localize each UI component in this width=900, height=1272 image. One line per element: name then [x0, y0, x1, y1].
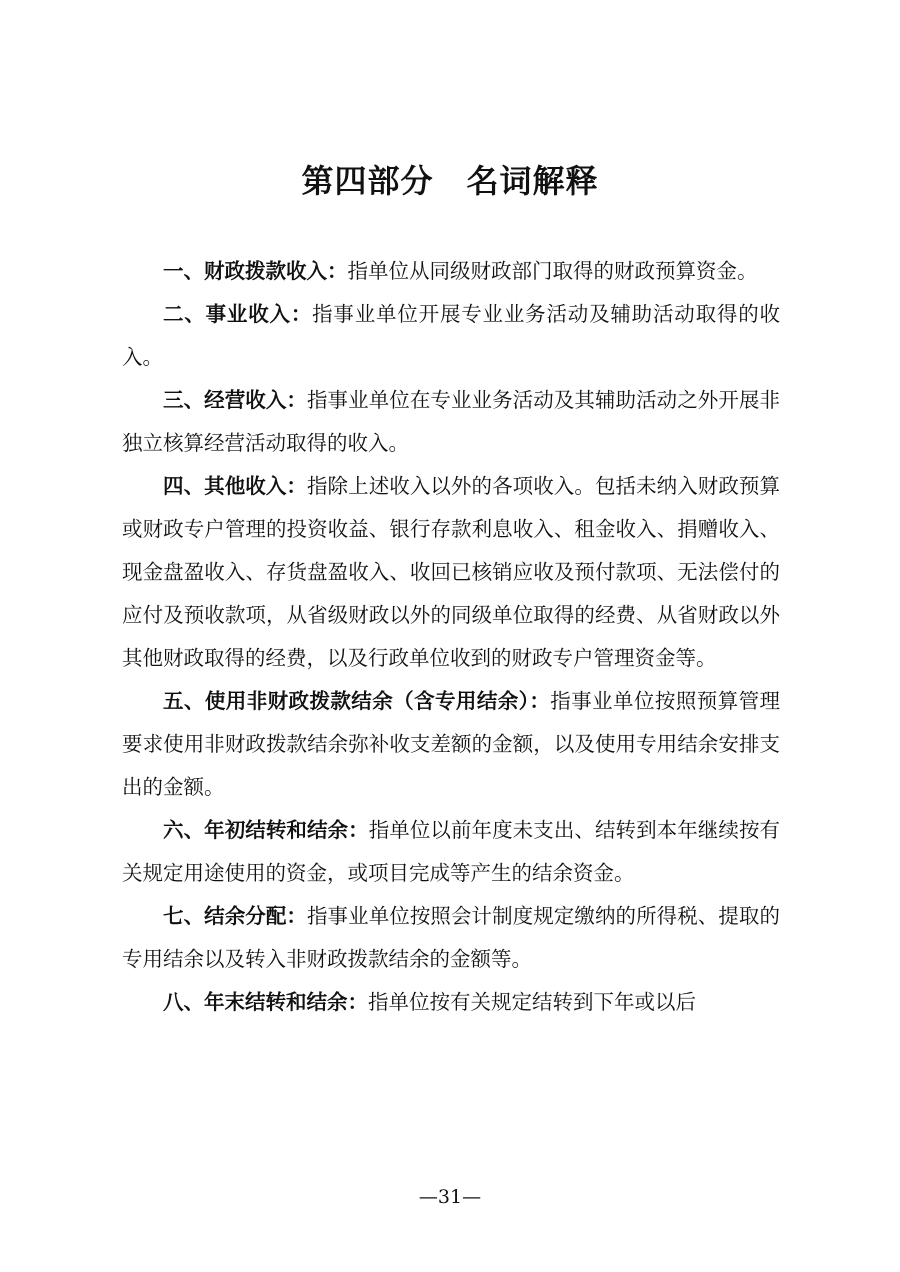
definitions-body: [122, 250, 780, 1024]
definition-text: 指事业单位在专业业务活动及其辅助活动之外开展非独立核算经营活动取得的收入。: [122, 388, 781, 455]
definition-text: 指除上述收入以外的各项收入。包括未纳入财政预算或财政专户管理的投资收益、银行存款利息收入、租金收入、捐赠收入、现金盘盈收入、存货盘盈收入、收回已核销应收及预付款项、无法偿付的应付及预收款项，从省级财政以外的同级单位取得的经费、从省财政以外其他财政取得的经费，以及行政单位收到的财政专户管理资金等。: [122, 474, 781, 670]
page-title: 第四部分 名词解释: [301, 162, 599, 200]
definition-paragraph: [122, 809, 780, 895]
definition-term: 五、使用非财政拨款结余（含专用结余）：: [163, 689, 551, 713]
definition-text: 指事业单位按照预算管理要求使用非财政拨款结余弥补收支差额的金额，以及使用专用结余安排支出的金额。: [122, 689, 781, 799]
definition-paragraph: [122, 465, 780, 680]
definition-term: 八、年末结转和结余：: [163, 990, 368, 1014]
definition-text: 指单位按有关规定结转到下年或以后: [368, 990, 696, 1014]
definition-term: 二、事业收入：: [163, 302, 313, 326]
definition-paragraph: [122, 250, 780, 293]
definition-term: 一、财政拨款收入：: [163, 259, 348, 283]
definition-paragraph: [122, 293, 780, 379]
definition-term: 七、结余分配：: [163, 904, 307, 928]
definition-term: 三、经营收入：: [163, 388, 307, 412]
definition-text: 指事业单位按照会计制度规定缴纳的所得税、提取的专用结余以及转入非财政拨款结余的金额等。: [122, 904, 781, 971]
definition-text: 指单位以前年度未支出、结转到本年继续按有关规定用途使用的资金，或项目完成等产生的结余资金。: [122, 818, 781, 885]
definition-paragraph: [122, 981, 780, 1024]
definition-text: 指事业单位开展专业业务活动及辅助活动取得的收入。: [122, 302, 780, 369]
definition-text: 指单位从同级财政部门取得的财政预算资金。: [347, 259, 758, 283]
definition-paragraph: [122, 680, 780, 809]
definition-paragraph: [122, 895, 780, 981]
definition-term: 四、其他收入：: [163, 474, 307, 498]
page-number: —31—: [418, 1186, 482, 1208]
definition-paragraph: [122, 379, 780, 465]
definition-term: 六、年初结转和结余：: [163, 818, 369, 842]
